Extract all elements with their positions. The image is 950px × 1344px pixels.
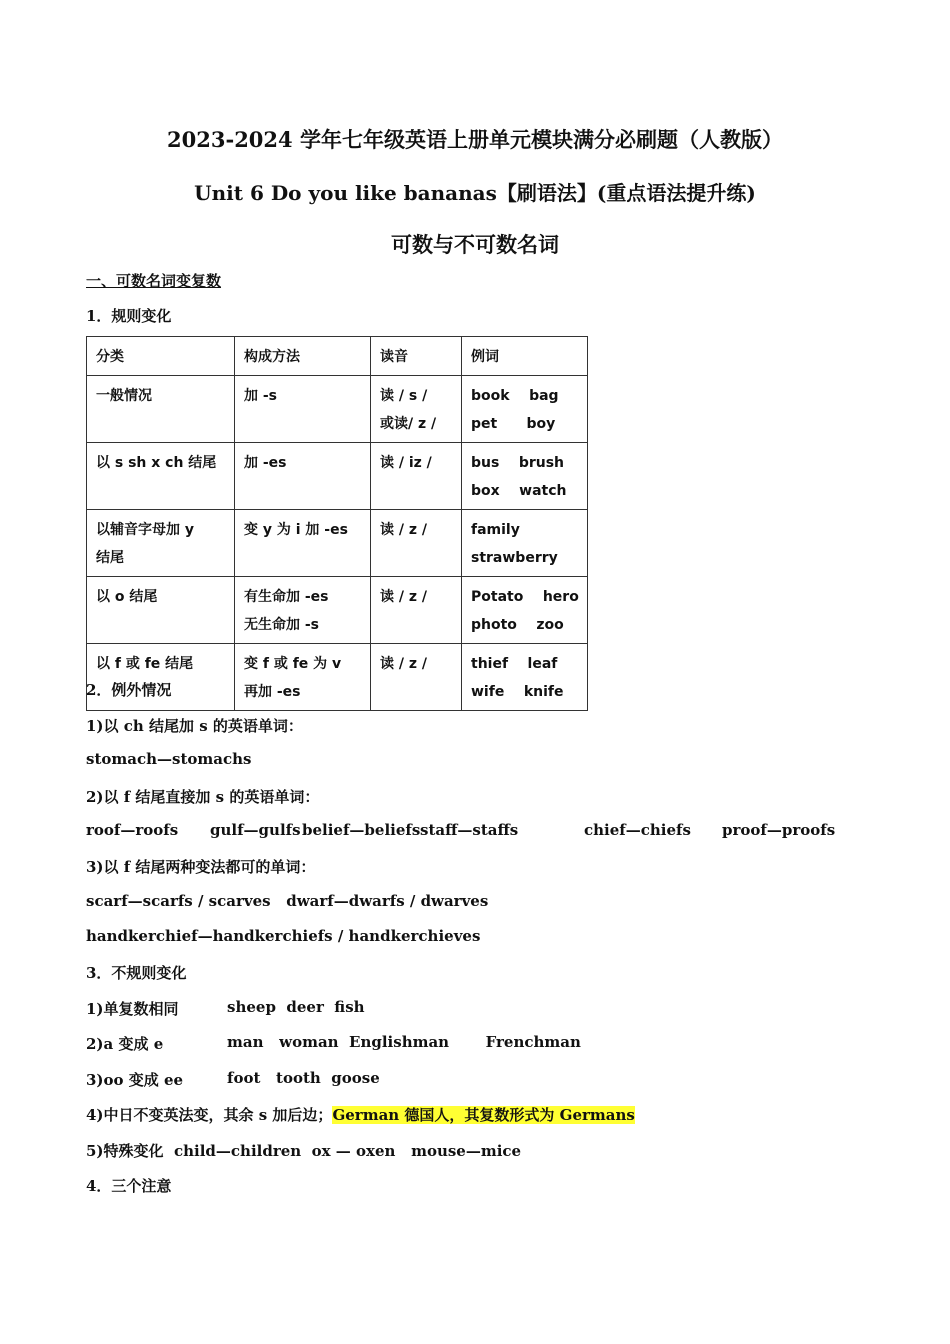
examples-cell: Potato hero photo zoo	[462, 577, 588, 644]
table-row	[87, 577, 588, 644]
irregular-label: 1)单复数相同	[86, 1000, 179, 1018]
header-cell: 构成方法	[235, 337, 371, 376]
topic-title: 可数与不可数名词	[391, 232, 559, 257]
category-cell: 以 f 或 fe 结尾	[87, 644, 235, 711]
examples-cell: family strawberry	[462, 510, 588, 577]
unit-title: Unit 6 Do you like bananas【刷语法】(重点语法提升练)	[194, 181, 756, 205]
sound-cell: 读 / z /	[371, 577, 462, 644]
rule-line: 2)以 f 结尾直接加 s 的英语单词：	[86, 788, 320, 806]
plural-rules-table	[86, 336, 588, 711]
table-header-row	[87, 337, 588, 376]
example-word: belief—beliefs	[302, 821, 421, 839]
rule-line: 3)以 f 结尾两种变法都可的单词：	[86, 858, 316, 876]
special-change-line: 5)特殊变化 child—children ox — oxen mouse—mice	[86, 1142, 522, 1160]
table-row	[87, 510, 588, 577]
category-cell: 以 s sh x ch 结尾	[87, 443, 235, 510]
example-word: roof—roofs	[86, 821, 179, 839]
irregular-words: foot tooth goose	[227, 1069, 380, 1087]
example-word: gulf—gulfs	[210, 821, 301, 839]
table-row	[87, 376, 588, 443]
nationality-rule	[86, 1104, 635, 1125]
method-cell: 变 f 或 fe 为 v 再加 -es	[235, 644, 371, 711]
example-word: proof—proofs	[722, 821, 836, 839]
irregular-words: man woman Englishman Frenchman	[227, 1033, 581, 1051]
method-cell: 有生命加 -es 无生命加 -s	[235, 577, 371, 644]
category-cell: 以 o 结尾	[87, 577, 235, 644]
subheading-irregular: 3．不规则变化	[86, 964, 187, 982]
nationality-rule-text: 4)中日不变英法变，其余 s 加后边；	[86, 1106, 333, 1124]
examples-cell: book bag pet boy	[462, 376, 588, 443]
sound-cell: 读 / z /	[371, 510, 462, 577]
example-word: chief—chiefs	[584, 821, 691, 839]
method-cell: 变 y 为 i 加 -es	[235, 510, 371, 577]
method-cell: 加 -s	[235, 376, 371, 443]
sound-cell: 读 / s / 或读/ z /	[371, 376, 462, 443]
document-title: 2023-2024 学年七年级英语上册单元模块满分必刷题（人教版）	[167, 127, 783, 152]
category-cell: 以辅音字母加 y 结尾	[87, 510, 235, 577]
sound-cell: 读 / z /	[371, 644, 462, 711]
category-cell: 一般情况	[87, 376, 235, 443]
subheading-notes: 4．三个注意	[86, 1177, 172, 1195]
subheading-regular: 1．规则变化	[86, 307, 172, 325]
examples-cell: bus brush box watch	[462, 443, 588, 510]
header-cell: 分类	[87, 337, 235, 376]
method-cell: 加 -es	[235, 443, 371, 510]
subheading-exceptions: 2．例外情况	[86, 681, 172, 699]
example-line: stomach—stomachs	[86, 750, 252, 768]
header-cell: 读音	[371, 337, 462, 376]
examples-cell: thief leaf wife knife	[462, 644, 588, 711]
irregular-words: sheep deer fish	[227, 998, 365, 1016]
header-cell: 例词	[462, 337, 588, 376]
section-heading: 一、可数名词变复数	[86, 272, 222, 290]
irregular-label: 3)oo 变成 ee	[86, 1071, 184, 1089]
rule-line: 1)以 ch 结尾加 s 的英语单词：	[86, 717, 303, 735]
highlighted-note: German 德国人，其复数形式为 Germans	[332, 1106, 635, 1124]
irregular-label: 2)a 变成 e	[86, 1035, 164, 1053]
example-line: handkerchief—handkerchiefs / handkerchieves	[86, 927, 481, 945]
example-word: staff—staffs	[420, 821, 519, 839]
example-line: scarf—scarfs / scarves dwarf—dwarfs / dwarves	[86, 892, 489, 910]
table-row	[87, 644, 588, 711]
table-row	[87, 443, 588, 510]
sound-cell: 读 / iz /	[371, 443, 462, 510]
